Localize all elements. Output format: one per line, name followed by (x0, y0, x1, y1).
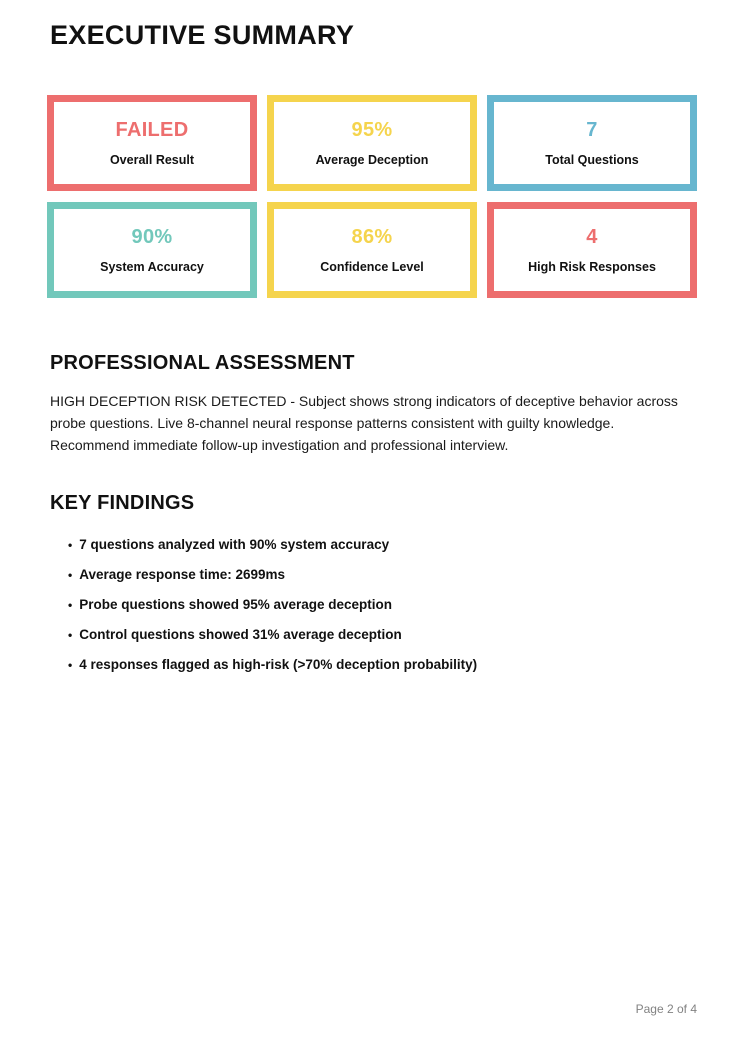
key-finding-text: Probe questions showed 95% average deception (79, 597, 393, 612)
stat-label: Total Questions (545, 153, 639, 167)
stat-value: 95% (351, 119, 393, 141)
key-finding-item (68, 537, 697, 552)
stat-card-overall-result (47, 95, 257, 191)
key-finding-item (68, 657, 697, 672)
stat-value: 7 (586, 119, 598, 141)
key-finding-text: Average response time: 2699ms (79, 567, 286, 582)
bullet-icon: • (68, 628, 73, 642)
key-finding-item (68, 627, 697, 642)
stat-card-total-questions (487, 95, 697, 191)
stat-card-confidence-level (267, 202, 477, 298)
stat-value: 4 (586, 226, 598, 248)
key-finding-text: 7 questions analyzed with 90% system accuracy (79, 537, 390, 552)
bullet-icon: • (68, 598, 73, 612)
key-finding-item (68, 597, 697, 612)
section-key-findings (50, 492, 697, 672)
section-professional-assessment (50, 352, 697, 456)
page-title: EXECUTIVE SUMMARY (50, 20, 355, 50)
stat-label: System Accuracy (100, 260, 204, 274)
key-finding-text: 4 responses flagged as high-risk (>70% deception probability) (79, 657, 478, 672)
key-findings-list (50, 537, 697, 672)
bullet-icon: • (68, 658, 73, 672)
section-heading-key-findings: KEY FINDINGS (50, 492, 195, 514)
stat-card-system-accuracy (47, 202, 257, 298)
stat-value: FAILED (115, 119, 189, 141)
bullet-icon: • (68, 538, 73, 552)
stat-value: 90% (131, 226, 173, 248)
key-finding-text: Control questions showed 31% average deception (79, 627, 402, 642)
assessment-body-text: HIGH DECEPTION RISK DETECTED - Subject shows strong indicators of deceptive behavior across probe questions. Live 8-channel neural response patterns consistent with guilty knowledge. Recommend immediate follow-up investigation and professional interview. (50, 393, 678, 453)
stat-value: 86% (351, 226, 393, 248)
stat-label: Overall Result (109, 153, 195, 167)
section-heading-professional-assessment: PROFESSIONAL ASSESSMENT (50, 352, 355, 374)
stat-card-average-deception (267, 95, 477, 191)
stat-label: Average Deception (315, 153, 429, 167)
stat-card-high-risk-responses (487, 202, 697, 298)
stat-label: High Risk Responses (528, 260, 656, 274)
page-number: Page 2 of 4 (635, 1002, 697, 1016)
stat-card-grid (47, 95, 697, 298)
key-finding-item (68, 567, 697, 582)
stat-label: Confidence Level (320, 260, 424, 274)
bullet-icon: • (68, 568, 73, 582)
